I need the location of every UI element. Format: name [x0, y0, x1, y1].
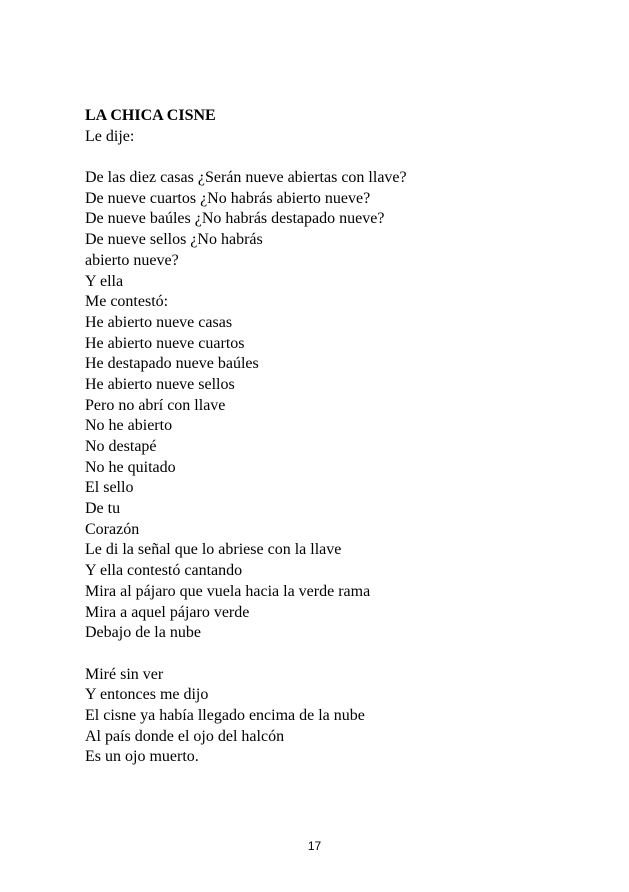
poem-line: Y ella [85, 272, 124, 290]
poem-line: De tu [85, 500, 121, 518]
poem-line: No he quitado [85, 458, 176, 476]
poem-line: He destapado nueve baúles [85, 355, 259, 373]
stanza-break [85, 644, 605, 665]
poem-line: De nueve baúles ¿No habrás destapado nueve? [85, 210, 385, 228]
poem-line: Mira al pájaro que vuela hacia la verde rama [85, 582, 371, 600]
poem-title: LA CHICA CISNE [85, 107, 216, 124]
poem-line: He abierto nueve casas [85, 313, 233, 331]
poem-line: He abierto nueve sellos [85, 375, 235, 393]
poem-line: De nueve cuartos ¿No habrás abierto nueve? [85, 189, 371, 207]
poem-line: Pero no abrí con llave [85, 396, 226, 414]
poem-line: Le dije: [85, 127, 135, 145]
poem-line: El sello [85, 479, 134, 497]
poem-line: He abierto nueve cuartos [85, 334, 245, 352]
poem-line: No destapé [85, 438, 157, 455]
poem-line: Es un ojo muerto. [85, 748, 199, 766]
poem-line: Corazón [85, 520, 140, 538]
poem-line: Y ella contestó cantando [85, 562, 243, 580]
poem-line: El cisne ya había llegado encima de la nube [85, 706, 365, 724]
poem-line: De nueve sellos ¿No habrás [85, 231, 263, 249]
page-number: 17 [307, 839, 322, 853]
poem-line: No he abierto [85, 417, 173, 435]
poem-line: Le di la señal que lo abriese con la llave [85, 541, 342, 559]
poem-body [85, 106, 605, 768]
poem-line: De las diez casas ¿Serán nueve abiertas con llave? [85, 169, 407, 187]
poem-line: Y entonces me dijo [85, 686, 209, 704]
poem-line: Al país donde el ojo del halcón [85, 727, 285, 745]
poem-line: Debajo de la nube [85, 624, 201, 642]
poem-line: Mira a aquel pájaro verde [85, 603, 250, 621]
poem-line: Miré sin ver [85, 665, 164, 683]
poem-line: abierto nueve? [85, 251, 179, 269]
poem-line: Me contestó: [85, 293, 169, 311]
stanza-break [85, 147, 605, 168]
